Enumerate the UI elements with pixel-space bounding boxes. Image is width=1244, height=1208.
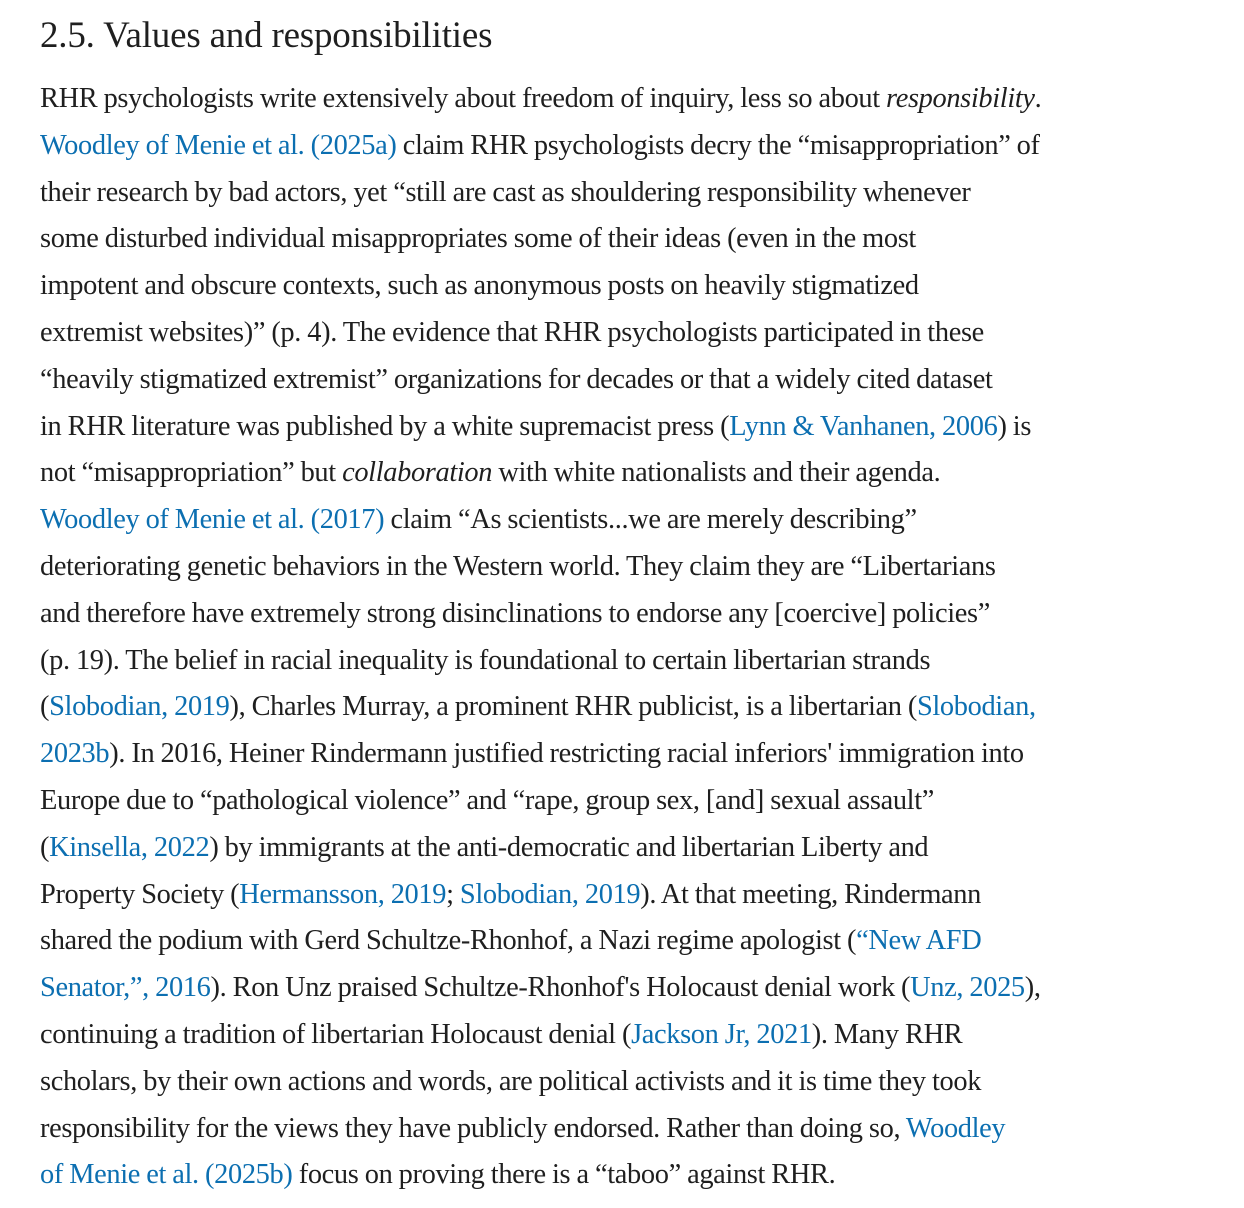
citation-link[interactable]: of Menie et al. (2025b)	[40, 1159, 293, 1191]
section-heading: 2.5. Values and responsibilities	[40, 15, 493, 56]
body-text: extremist websites)” (p. 4). The evidence that RHR psychologists participated in these	[40, 316, 984, 348]
text-line	[40, 544, 1230, 591]
text-line	[40, 357, 1230, 404]
citation-link[interactable]: Senator,”, 2016	[40, 972, 211, 1004]
text-line	[40, 918, 1230, 965]
citation-link[interactable]: “New AFD	[856, 925, 982, 957]
body-text: (	[40, 691, 50, 723]
body-text: ). In 2016, Heiner Rindermann justified restricting racial inferiors' immigration into	[109, 738, 1024, 770]
text-line	[40, 1059, 1230, 1106]
text-line	[40, 216, 1230, 263]
text-line	[40, 497, 1230, 544]
citation-link[interactable]: Hermansson, 2019	[239, 878, 447, 910]
text-line	[40, 123, 1230, 170]
text-line	[40, 263, 1230, 310]
text-line	[40, 1106, 1230, 1153]
body-text: ) is	[997, 410, 1032, 442]
citation-link[interactable]: 2023b	[40, 738, 110, 770]
body-text: focus on proving there is a “taboo” against RHR.	[292, 1159, 836, 1191]
citation-link[interactable]: Woodley	[905, 1112, 1006, 1144]
body-text: claim “As scientists...we are merely describing”	[384, 504, 917, 536]
body-text: scholars, by their own actions and words, are political activists and it is time they took	[40, 1065, 982, 1097]
citation-link[interactable]: Kinsella, 2022	[49, 831, 210, 863]
citation-link[interactable]: Unz, 2025	[910, 972, 1025, 1004]
body-text: shared the podium with Gerd Schultze-Rhonhof, a Nazi regime apologist (	[40, 925, 857, 957]
body-text: ), Charles Murray, a prominent RHR publicist, is a libertarian (	[229, 691, 917, 723]
citation-link[interactable]: Slobodian, 2019	[459, 878, 641, 910]
body-text: some disturbed individual misappropriates some of their ideas (even in the most	[40, 223, 916, 255]
text-line	[40, 825, 1230, 872]
text-line	[40, 1152, 1230, 1199]
body-text: not “misappropriation” but	[40, 457, 343, 489]
body-text: .	[1034, 83, 1042, 114]
body-text: (p. 19). The belief in racial inequality is foundational to certain libertarian strands	[40, 644, 931, 676]
citation-link[interactable]: Slobodian, 2019	[49, 691, 230, 723]
text-line	[40, 731, 1230, 778]
body-text: (	[40, 831, 50, 863]
body-text: their research by bad actors, yet “still are cast as shouldering responsibility whenever	[40, 176, 971, 208]
body-text: responsibility for the views they have publicly endorsed. Rather than doing so,	[40, 1112, 906, 1144]
emphasis-text: collaboration	[342, 457, 493, 489]
text-line	[40, 778, 1230, 825]
body-text: RHR psychologists write extensively about freedom of inquiry, less so about	[40, 83, 887, 114]
emphasis-text: responsibility	[886, 83, 1035, 114]
text-line	[40, 1012, 1230, 1059]
citation-link[interactable]: Slobodian,	[916, 691, 1036, 723]
text-line	[40, 872, 1230, 919]
body-text: impotent and obscure contexts, such as anonymous posts on heavily stigmatized	[40, 270, 919, 302]
body-text: with white nationalists and their agenda.	[492, 457, 941, 489]
body-text: in RHR literature was published by a white supremacist press (	[40, 410, 730, 442]
body-text: continuing a tradition of libertarian Holocaust denial (	[40, 1018, 632, 1050]
body-text: ;	[446, 878, 460, 910]
text-line	[40, 684, 1230, 731]
body-text: ). At that meeting, Rindermann	[640, 878, 981, 910]
text-line	[40, 76, 1230, 123]
body-text: deteriorating genetic behaviors in the Western world. They claim they are “Libertarians	[40, 550, 996, 582]
text-line	[40, 170, 1230, 217]
body-text: and therefore have extremely strong disinclinations to endorse any [coercive] policies”	[40, 597, 990, 629]
text-line	[40, 310, 1230, 357]
section-paragraph	[40, 76, 1230, 1199]
body-text: ). Many RHR	[811, 1018, 963, 1050]
body-text: ) by immigrants at the anti-democratic and libertarian Liberty and	[209, 831, 929, 863]
body-text: Europe due to “pathological violence” and “rape, group sex, [and] sexual assault”	[40, 784, 935, 816]
text-line	[40, 404, 1230, 451]
text-line	[40, 450, 1230, 497]
body-text: ). Ron Unz praised Schultze-Rhonhof's Holocaust denial work (	[210, 972, 911, 1004]
citation-link[interactable]: Woodley of Menie et al. (2017)	[40, 504, 385, 536]
body-text: “heavily stigmatized extremist” organizations for decades or that a widely cited dataset	[40, 363, 993, 395]
citation-link[interactable]: Woodley of Menie et al. (2025a)	[40, 129, 397, 161]
body-text: ),	[1024, 972, 1041, 1004]
body-text: claim RHR psychologists decry the “misappropriation” of	[396, 129, 1040, 161]
text-line	[40, 965, 1230, 1012]
body-text: Property Society (	[40, 878, 240, 910]
citation-link[interactable]: Jackson Jr, 2021	[631, 1018, 812, 1050]
text-line	[40, 638, 1230, 685]
article-section	[40, 10, 1230, 1199]
text-line	[40, 591, 1230, 638]
citation-link[interactable]: Lynn & Vanhanen, 2006	[729, 410, 998, 442]
